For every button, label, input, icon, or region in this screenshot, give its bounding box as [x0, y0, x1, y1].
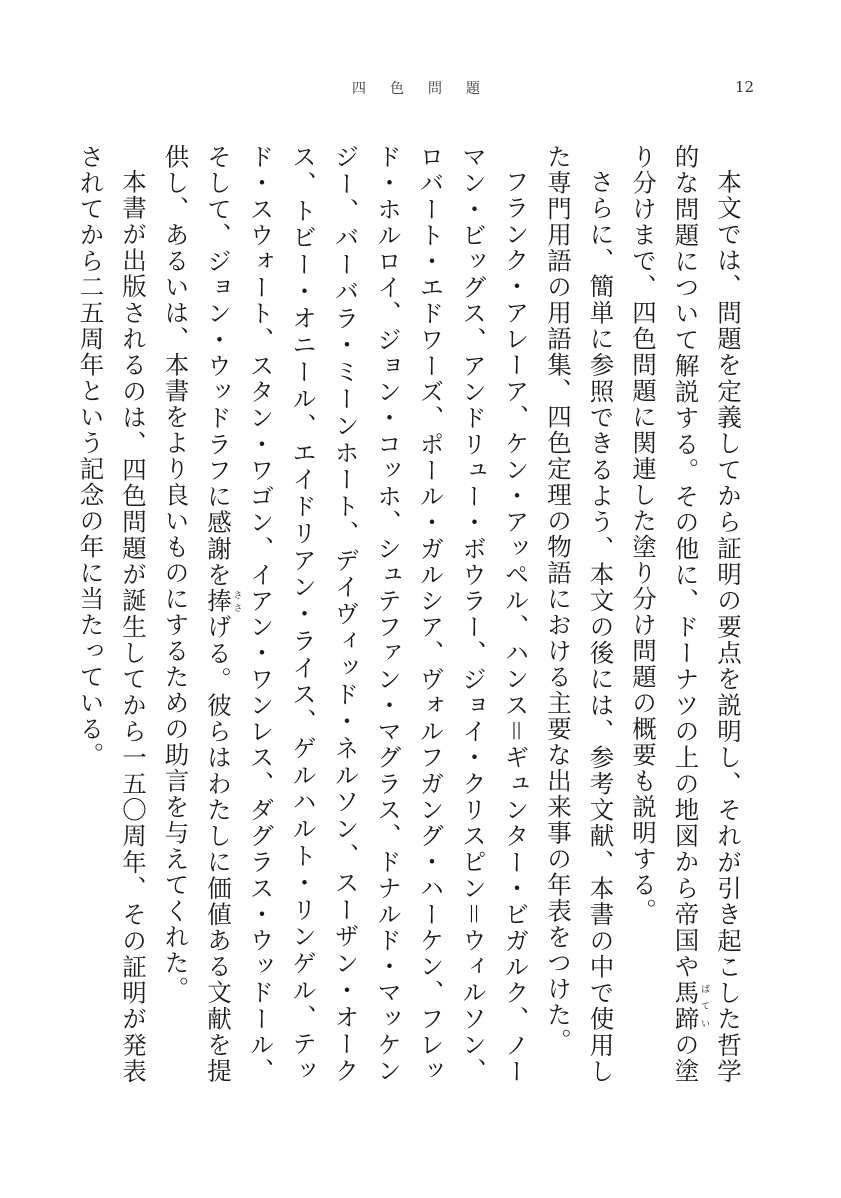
ruby-sasa: [204, 587, 242, 615]
paragraph-1-text-a: 本文では、問題を定義してから証明の要点を説明し、それが引き起こした哲学的な問題について解説する。その他に、ドーナツの上の地図から帝国や: [671, 144, 743, 1084]
paragraph-intro: [622, 144, 750, 1084]
paragraph-appendix: さらに、簡単に参照できるよう、本文の後には、参考文献、本書の中で使用した専門用語の用語集、四色定理の物語における主要な出来事の年表をつけた。: [544, 144, 616, 1084]
paragraph-acknowledgements: [154, 144, 537, 1084]
paragraph-3-text-b: げる。彼らはわたしに価値ある文献を提供し、あるいは、本書をより良いものにするための助言を与えてくれた。: [161, 144, 233, 1085]
ruby-base-sasa: 捧: [204, 587, 233, 615]
ruby-text-bateii: ばてい: [699, 979, 709, 1032]
ruby-bateii: [671, 979, 709, 1032]
ruby-base-bateii: 馬蹄: [671, 979, 701, 1032]
page-number: 12: [735, 78, 755, 96]
ruby-text-sasa: ささ: [231, 587, 242, 614]
body-text: [76, 144, 749, 1085]
paragraph-1-text-b: の塗り分けまで、四色問題に関連した塗り分け問題の概要も説明する。: [629, 144, 701, 1085]
paragraph-anniversary: 本書が出版されるのは、四色問題が誕生してから一五〇周年、その証明が発表されてから二五周年という記念の年に当たっている。: [76, 144, 148, 1084]
paragraph-3-text-a: フランク・アレーア、ケン・アッペル、ハンス＝ギュンター・ビガルク、ノーマン・ビッグス、アンドリュー・ボウラー、ジョイ・クリスピン＝ウィルソン、ロバート・エドワーズ、ポール・ガルシア、ヴォルフガング・ハーケン、フレッド・ホルロイ、ジョン・コッホ、シュテファン・マグラス、ドナルド・マッケンジー、バーバラ・ミーンホート、デイヴィッド・ネルソン、スーザン・オークス、トビー・オニール、エイドリアン・ライス、ゲルハルト・リンゲル、テッド・スウォート、スタン・ワゴン、イアン・ワンレス、ダグラス・ウッドール、そして、ジョン・ウッドラフに感謝を: [204, 144, 531, 1084]
running-head: 四色問題: [352, 81, 504, 97]
